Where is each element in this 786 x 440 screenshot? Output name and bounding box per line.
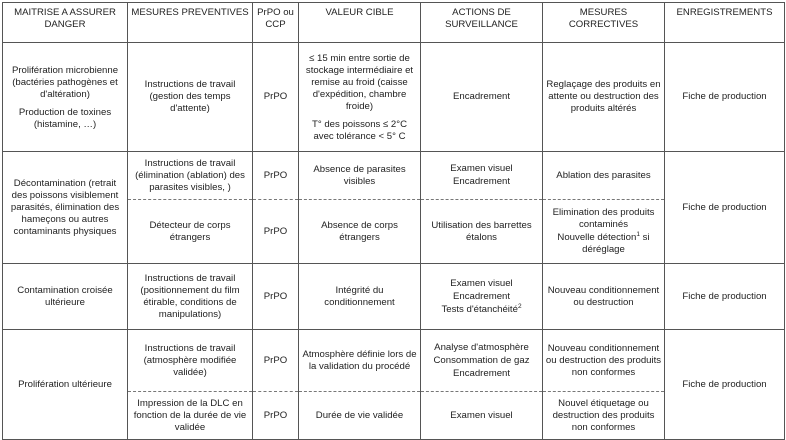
preventive-cell: Instructions de travail (atmosphère modifiée validée) [128, 330, 253, 392]
danger-cell: Contamination croisée ultérieure [3, 264, 128, 330]
prpo-cell: PrPO [253, 43, 299, 152]
surveillance-text: Encadrement [452, 290, 511, 302]
header-preventive: MESURES PREVENTIVES [128, 3, 253, 43]
target-cell: Absence de parasites visibles [299, 152, 421, 200]
surveillance-cell: Encadrement [421, 43, 543, 152]
header-row [3, 3, 785, 43]
record-cell: Fiche de production [665, 152, 785, 264]
corrective-text [545, 232, 662, 256]
target-cell [299, 43, 421, 152]
target-cell: Absence de corps étrangers [299, 200, 421, 264]
table-row [3, 43, 785, 152]
danger-cell: Prolifération ultérieure [3, 330, 128, 440]
surveillance-text: Encadrement [452, 176, 511, 187]
preventive-cell: Instructions de travail (positionnement du film étirable, conditions de manipulations) [128, 264, 253, 330]
target-text: ≤ 15 min entre sortie de stockage intermédiaire et remise au froid (caisse d'expédition, chambre froide) [305, 52, 414, 112]
target-text: T° des poissons ≤ 2°C avec tolérance < 5° C [311, 118, 408, 142]
surveillance-text [423, 304, 540, 316]
corrective-text-part: si déréglage [582, 232, 650, 255]
surveillance-text: Examen visuel [450, 277, 513, 289]
corrective-text-part: Nouvelle détection [557, 232, 637, 243]
header-danger: MAITRISE A ASSURER DANGER [3, 3, 128, 43]
corrective-cell: Ablation des parasites [543, 152, 665, 200]
corrective-cell: Nouvel étiquetage ou destruction des produits non conformes [543, 392, 665, 440]
surveillance-text: Examen visuel [450, 163, 513, 174]
corrective-cell: Reglaçage des produits en attente ou destruction des produits altérés [543, 43, 665, 152]
header-records: ENREGISTREMENTS [665, 3, 785, 43]
footnote-marker: 2 [517, 302, 522, 310]
prpo-cell: PrPO [253, 200, 299, 264]
record-cell: Fiche de production [665, 43, 785, 152]
surveillance-text: Encadrement [452, 367, 511, 379]
header-target: VALEUR CIBLE [299, 3, 421, 43]
surveillance-text: Analyse d'atmosphère [434, 341, 529, 353]
preventive-cell: Instructions de travail (élimination (ablation) des parasites visibles, ) [128, 152, 253, 200]
danger-text: Prolifération microbienne (bactéries pathogènes et d'altération) [11, 64, 119, 100]
footnote-marker: 1 [636, 230, 640, 238]
surveillance-cell: Utilisation des barrettes étalons [421, 200, 543, 264]
corrective-text: Elimination des produits contaminés [552, 207, 655, 230]
surveillance-cell [421, 152, 543, 200]
corrective-cell: Nouveau conditionnement ou destruction des produits non conformes [543, 330, 665, 392]
table-row [3, 152, 785, 200]
record-cell: Fiche de production [665, 330, 785, 440]
surveillance-text: Consommation de gaz [433, 354, 530, 366]
danger-text: Production de toxines (histamine, …) [18, 106, 112, 130]
surveillance-cell: Examen visuel [421, 392, 543, 440]
corrective-cell [543, 200, 665, 264]
surveillance-text-part: Tests d'étanchéité [441, 303, 518, 315]
prpo-cell: PrPO [253, 264, 299, 330]
preventive-cell: Instructions de travail (gestion des temps d'attente) [128, 43, 253, 152]
danger-cell: Décontamination (retrait des poissons visiblement parasités, élimination des hameçons ou autres contaminants physiques [3, 152, 128, 264]
prpo-cell: PrPO [253, 330, 299, 392]
record-cell: Fiche de production [665, 264, 785, 330]
preventive-cell: Détecteur de corps étrangers [128, 200, 253, 264]
surveillance-cell [421, 264, 543, 330]
target-cell: Atmosphère définie lors de la validation du procédé [299, 330, 421, 392]
danger-cell [3, 43, 128, 152]
header-prpo-ccp: PrPO ou CCP [253, 3, 299, 43]
target-cell: Durée de vie validée [299, 392, 421, 440]
table-row [3, 264, 785, 330]
header-corrective: MESURES CORRECTIVES [543, 3, 665, 43]
corrective-cell: Nouveau conditionnement ou destruction [543, 264, 665, 330]
haccp-document [2, 2, 784, 438]
table-row [3, 330, 785, 392]
target-cell: Intégrité du conditionnement [299, 264, 421, 330]
prpo-cell: PrPO [253, 152, 299, 200]
preventive-cell: Impression de la DLC en fonction de la durée de vie validée [128, 392, 253, 440]
surveillance-cell [421, 330, 543, 392]
haccp-table [2, 2, 785, 440]
header-surveillance: ACTIONS DE SURVEILLANCE [421, 3, 543, 43]
prpo-cell: PrPO [253, 392, 299, 440]
